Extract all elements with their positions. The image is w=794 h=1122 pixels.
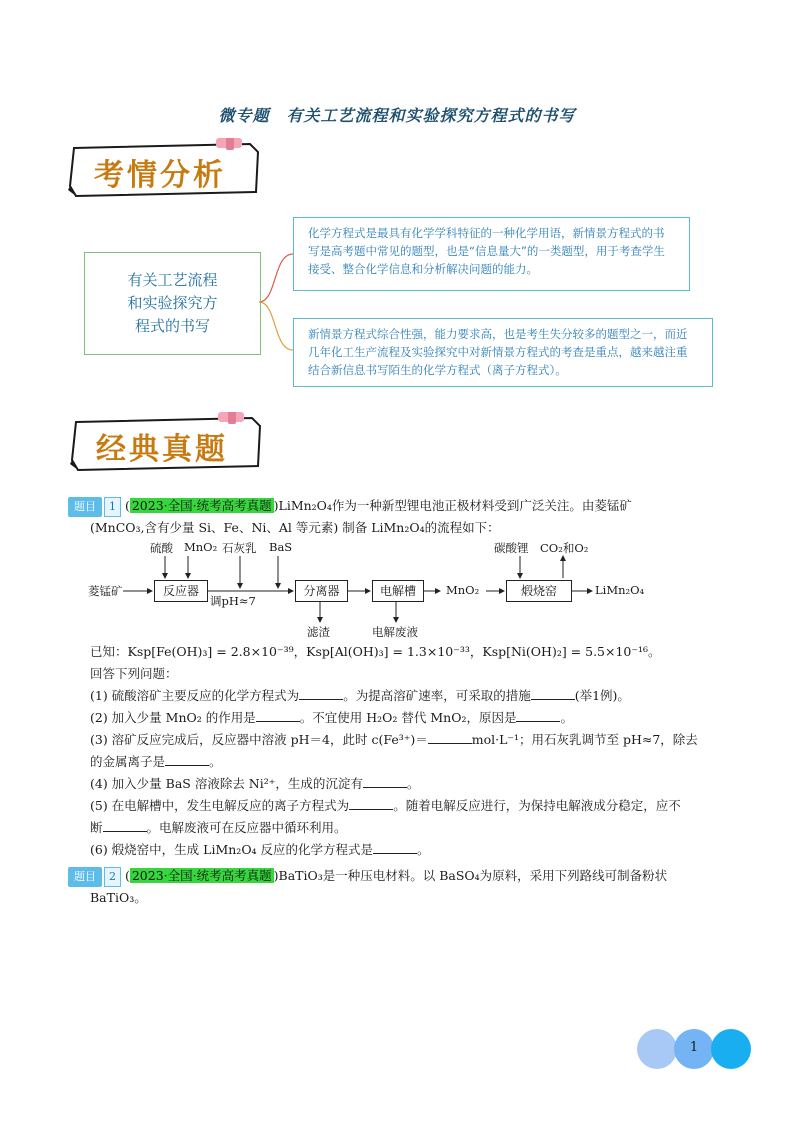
q2-intro-1: BaTiO₃是一种压电材料。以 BaSO₄为原料，采用下列路线可制备粉状 xyxy=(278,868,668,883)
page-dot-light xyxy=(637,1029,677,1069)
flow-mno2: MnO₂ xyxy=(446,583,480,597)
analysis-banner: 考情分析 xyxy=(94,158,226,193)
q1-prompt: 回答下列问题： xyxy=(90,666,178,681)
answer-blank[interactable] xyxy=(103,819,147,832)
analysis-note-2: 新情景方程式综合性强，能力要求高，也是考生失分较多的题型之一，而近几年化工生产流程及实验探究中对新情景方程式的考查是重点，越来越注重结合新信息书写陌生的化学方程式（离子方程式）。 xyxy=(293,318,713,387)
q1-item-2: (2) 加入少量 MnO₂ 的作用是 。不宜使用 H₂O₂ 替代 MnO₂，原因是 。 xyxy=(90,710,573,725)
exam-banner: 经典真题 xyxy=(96,432,228,467)
answer-blank[interactable] xyxy=(256,709,300,722)
topic-line-1: 有关工艺流程 xyxy=(127,271,218,289)
topic-line-3: 程式的书写 xyxy=(134,317,210,335)
q2-header: 题目 2 ( 2023·全国·统考高考真题 )BaTiO₃是一种压电材料。以 BaSO₄为原料，采用下列路线可制备粉状 xyxy=(68,867,667,887)
flow-reagent-acid: 硫酸 xyxy=(150,541,173,555)
q1-item-4: (4) 加入少量 BaS 溶液除去 Ni²⁺，生成的沉淀有 。 xyxy=(90,776,420,791)
page-number: 1 xyxy=(689,1040,699,1055)
answer-blank[interactable] xyxy=(299,687,343,700)
answer-blank[interactable] xyxy=(349,797,393,810)
q1-header: 题目 1 ( 2023·全国·统考高考真题 )LiMn₂O₄作为一种新型锂电池正极材料受到广泛关注。由菱锰矿 xyxy=(68,497,632,517)
answer-blank[interactable] xyxy=(428,731,472,744)
flow-separator: 分离器 xyxy=(295,580,348,602)
q1-item-5: (5) 在电解槽中，发生电解反应的离子方程式为 。随着电解反应进行，为保持电解液成分稳定，应不 xyxy=(90,798,681,813)
flow-cell: 电解槽 xyxy=(372,580,424,602)
q1-item-5-cont: 断 。电解废液可在反应器中循环利用。 xyxy=(90,820,347,835)
q1-intro-2: (MnCO₃,含有少量 Si、Fe、Ni、Al 等元素) 制备 LiMn₂O₄的流程如下： xyxy=(90,520,500,535)
answer-blank[interactable] xyxy=(363,775,407,788)
q2-source: 2023·全国·统考高考真题 xyxy=(131,868,272,883)
topic-line-2: 和实验探究方 xyxy=(127,294,218,312)
flow-reactor: 反应器 xyxy=(154,580,208,602)
page-title: 微专题 有关工艺流程和实验探究方程式的书写 xyxy=(218,106,576,125)
flow-reagent-mno2: MnO₂ xyxy=(184,540,218,554)
topic-box xyxy=(84,252,261,355)
q1-number: 1 xyxy=(104,497,121,517)
q1-known: 已知：Ksp[Fe(OH)₃] = 2.8×10⁻³⁹，Ksp[Al(OH)₃] = 1.3×10⁻³³，Ksp[Ni(OH)₂] = 5.5×10⁻¹⁶。 xyxy=(90,644,661,659)
q2-intro-2: BaTiO₃。 xyxy=(90,890,147,905)
flow-reagent-bas: BaS xyxy=(269,540,293,554)
q1-intro-1: LiMn₂O₄作为一种新型锂电池正极材料受到广泛关注。由菱锰矿 xyxy=(278,498,632,513)
flow-gases: CO₂和O₂ xyxy=(540,541,589,555)
q1-source: 2023·全国·统考高考真题 xyxy=(131,498,272,513)
flow-waste: 电解废液 xyxy=(372,625,418,639)
flow-li-source: 碳酸锂 xyxy=(494,541,529,555)
q2-number: 2 xyxy=(104,867,121,887)
flow-start: 菱锰矿 xyxy=(88,584,123,598)
answer-blank[interactable] xyxy=(516,709,560,722)
flow-reagent-lime: 石灰乳 xyxy=(222,541,257,555)
q1-item-3: (3) 溶矿反应完成后，反应器中溶液 pH＝4，此时 c(Fe³⁺)＝ mol·L⁻¹；用石灰乳调节至 pH≈7，除去 xyxy=(90,732,698,747)
answer-blank[interactable] xyxy=(165,753,209,766)
analysis-note-1: 化学方程式是最具有化学学科特征的一种化学用语，新情景方程式的书写是高考题中常见的题型，也是“信息量大”的一类题型，用于考查学生接受、整合化学信息和分析解决问题的能力。 xyxy=(293,217,690,291)
answer-blank[interactable] xyxy=(531,687,575,700)
q1-item-3-cont: 的金属离子是 。 xyxy=(90,754,222,769)
flow-adjust-ph: 调pH≈7 xyxy=(210,594,256,608)
flowchart xyxy=(88,540,688,640)
flow-kiln: 煅烧窑 xyxy=(506,580,572,602)
q1-badge: 题目 xyxy=(68,497,102,517)
q1-item-1: (1) 硫酸溶矿主要反应的化学方程式为 。为提高溶矿速率，可采取的措施 (举1例)。 xyxy=(90,688,630,703)
answer-blank[interactable] xyxy=(373,841,417,854)
flow-residue: 滤渣 xyxy=(307,625,330,639)
q2-badge: 题目 xyxy=(68,867,102,887)
q1-item-6: (6) 煅烧窑中，生成 LiMn₂O₄ 反应的化学方程式是 。 xyxy=(90,842,430,857)
flow-product: LiMn₂O₄ xyxy=(595,583,645,597)
page-dot-dark xyxy=(711,1029,751,1069)
